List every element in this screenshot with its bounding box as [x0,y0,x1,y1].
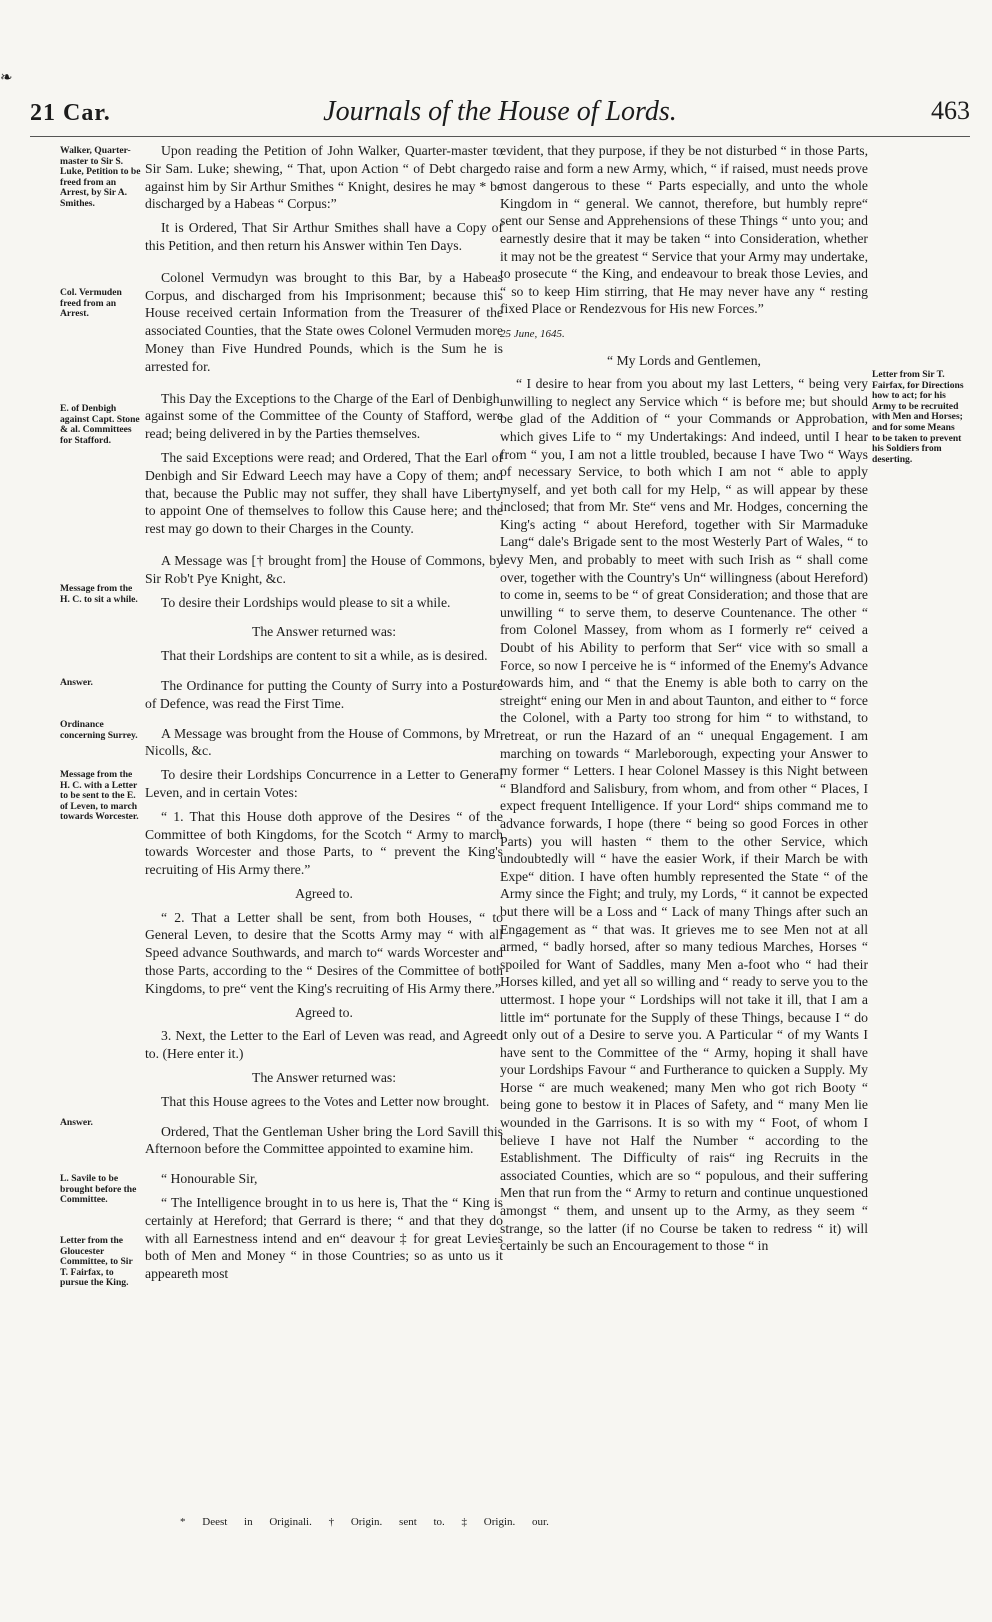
margin-note: Walker, Quarter-master to Sir S. Luke, Petition to be freed from an Arrest, by Sir A. Smithes. [60,145,141,209]
paragraph: “ 1. That this House doth approve of the Desires “ of the Committee of both Kingdoms, for the Scotch “ Army to march towards Worcester and those Parts, to “ prevent the King's recruiting of His Army there.” [145,808,503,878]
paragraph: 3. Next, the Letter to the Earl of Leven was read, and Agreed to. (Here enter it.) [145,1028,503,1062]
paragraph: evident, that they purpose, if they be not disturbed “ in those Parts, to raise and form a new Army, which, “ if raised, must needs prove most dangerous to these “ Parts especially, and unto the whole Kingdom in “ general. We cannot, therefore, but humbly repre“ sent our Sense and Apprehensions of these Things “ unto you; and earnestly desire that it may be taken “ into Consideration, whether it may not be the greatest “ Service that your Army may undertake, to prosecute “ the King, and endeavour to break those Levies, and “ so to keep Him stirring, that He may never have any “ resting fixed Place or Rendezvous for His new Forces.” [500,143,868,317]
paragraph: That their Lordships are content to sit a while, as is desired. [161,648,488,664]
margin-note: L. Savile to be brought before the Committee. [60,1173,137,1206]
paragraph: That this House agrees to the Votes and Letter now brought. [161,1093,490,1109]
paragraph: This Day the Exceptions to the Charge of the Earl of Denbigh, against some of the Committee of the County of Stafford, were read; being delivered in by the Parties themselves. [145,390,503,442]
right-column [500,142,868,1261]
margin-note: Answer. [60,1117,93,1128]
paragraph: The Ordinance for putting the County of Surry into a Posture of Defence, was read the First Time. [145,677,503,711]
margin-note: Letter from the Gloucester Committee, to Sir T. Fairfax, to pursue the King. [60,1235,133,1289]
paragraph: “ I desire to hear from you about my last Letters, “ being very unwilling to neglect any Service which “ is before me; but should be glad of the Addition of “ your Commands or Approbation, which gives Life to “ my Undertakings: And indeed, until I hear from “ you, I am not a little troubled, because I have Two “ Ways of necessary Service, to both which I am not “ able to apply myself, and yet both call for my Help, “ as will appear by these inclosed; that from Mr. Ste“ vens and Mr. Hodges, concerning the King's acting “ about Hereford, together with Sir Marmaduke Lang“ dale's Brigade sent to the most Westerly Part of Wales, “ to levy Men, and probably to meet with such Irish as “ shall come over, together with the Country's Un“ willingness (about Hereford) to come in, seems to be “ of great Consideration; and those that are unwilling “ to serve them, to deserve Countenance. The other “ from Colonel Massey, from whom as I formerly re“ ceived a Doubt of his Ability to perform that Ser“ vice with so small a Force, so now I perceive he is “ informed of the Enemy's Advance towards him, and “ that the Enemy is able both to carry on the streight“ ening our Men in and about Taunton, and either to “ force the Colonel, with a Party too strong for him “ to withstand, to retreat, or run the Hazard of an “ unequal Engagement. I am marching on towards “ Marleborough, expecting your Answer to my former “ Letters. I hear Colonel Massey is this Night between “ Blandford and Salisbury, from whom, and from other “ Places, I expect frequent Intelligence. If your Lord“ ships command me to advance forwards, I hope (there “ being so good Forces in other Parts) you will hasten “ them to the other Service, which undoubtedly will “ have the easier Work, if their March be with Expe“ dition. I have often humbly represented the State “ of the Army since the Fight; and truly, my Lords, “ it cannot be expected but there will be a Loss and “ Lack of many Things after such an Engagement as “ that was. It grieves me to see Men not at all armed, “ badly horsed, after so many tedious Marches, Horses “ spoiled for Want of Saddles, many Men a-foot who “ had their Horses killed, and yet all so willing and “ ready to serve you to the uttermost. I hope your “ Lordships will not take it ill, that I am a little im“ portunate for the Supply of these Things, because I “ do it only out of a Desire to serve you. A Particular “ of my Wants I have sent to the Committee of the “ Army, hoping it shall have your Lordships Favour “ and Furtherance to quicken a Supply. My Horse “ are much weakened; many Men who got rich Booty “ being gone to bestow it in Places of Safety, and “ many Men lie wounded in the Garrisons. It is so with my “ Foot, of whom I believe I have not Half the Number “ according to the Establishment. The Difficulty of rais“ ing Recruits in the associated Counties, which are so “ populous, and their suffering Men that run from the “ Army to return and continue unquestioned amongst “ them, and unsent up to the Army, as they seem “ strange, so the latter (if no Course be taken to redress “ it) will certainly be such an Encouragement to those “ in [500,376,868,1254]
paragraph: A Message was [† brought from] the House of Commons, by Sir Rob't Pye Knight, &c. [145,552,503,586]
section-heading: The Answer returned was: [251,624,397,640]
paragraph: To desire their Lordships Concurrence in a Letter to General Leven, and in certain Votes: [145,767,503,800]
margin-note: Answer. [60,677,93,688]
margin-note: Letter from Sir T. Fairfax, for Directions how to act; for his Army to be recruited with Men and Horses; and for some Means to be taken to prevent his Soldiers from deserting. [872,369,964,465]
paragraph: The said Exceptions were read; and Ordered, That the Earl of Denbigh and Sir Edward Leech may have a Copy of them; and that, because the Public may not suffer, they shall have Liberty to appoint One of themselves to follow this Cause here; and the rest may go down to their Charges in the County. [145,449,503,537]
paragraph: Colonel Vermudyn was brought to this Bar, by a Habeas Corpus, and discharged from his Imprisonment; because this House received certain Information from the Treasurer of the associated Counties, that the State owes Colonel Vermuden more Money than Five Hundred Pounds, which is the Sum he is arrested for. [145,269,503,374]
footnotes: * Deest in Originali. † Origin. sent to. ‡ Origin. our. [180,1516,549,1528]
paragraph: It is Ordered, That Sir Arthur Smithes shall have a Copy of this Petition, and then return his Answer within Ten Days. [145,220,503,253]
left-column [145,142,503,1289]
margin-note: E. of Denbigh against Capt. Stone & al. Committees for Stafford. [60,403,140,446]
margin-note: Message from the H. C. with a Letter to be sent to the E. of Leven, to march towards Worcester. [60,769,139,823]
letter-date: 25 June, 1645. [500,327,565,340]
letter-salutation: “ My Lords and Gentlemen, [607,352,761,368]
regnal-year: 21 Car. [30,100,111,126]
running-header [30,96,970,137]
page-number: 463 [931,96,970,125]
handwritten-mark: ❧ [0,70,13,86]
margin-note: Ordinance concerning Surrey. [60,719,138,741]
section-heading: The Answer returned was: [251,1070,397,1086]
letter-salutation: “ Honourable Sir, [161,1171,258,1187]
journal-title: Journals of the House of Lords. [323,96,677,127]
margin-note: Message from the H. C. to sit a while. [60,583,138,605]
paragraph: A Message was brought from the House of Commons, by Mr. Nicolls, &c. [145,725,503,759]
paragraph: Upon reading the Petition of John Walker, Quarter-master to Sir Sam. Luke; shewing, “ That, upon Action “ of Debt charged against him by Sir Arthur Smithes “ Knight, desires he may * be discharged by a Habeas “ Corpus:” [145,143,503,212]
paragraph: Ordered, That the Gentleman Usher bring the Lord Savill this Afternoon before the Committee appointed to examine him. [145,1123,503,1157]
paragraph: To desire their Lordships would please to sit a while. [161,594,451,610]
paragraph: “ 2. That a Letter shall be sent, from both Houses, “ to General Leven, to desire that the Scotts Army may “ with all Speed advance Southwards, and march to“ wards Worcester and those Parts, according to the “ Desires of the Committee of both Kingdoms, to pre“ vent the King's recruiting of His Army there.” [145,909,503,996]
paragraph: “ The Intelligence brought in to us here is, That the “ King is certainly at Hereford; that Gerrard is there; “ and that they do with all Earnestness intend and en“ deavour ‡ for great Levies both of Men and Money “ in those Countries; so as unto us it appeareth most [145,1195,503,1282]
agreed-note: Agreed to. [295,1004,353,1020]
agreed-note: Agreed to. [295,885,353,901]
margin-note: Col. Vermuden freed from an Arrest. [60,287,122,320]
